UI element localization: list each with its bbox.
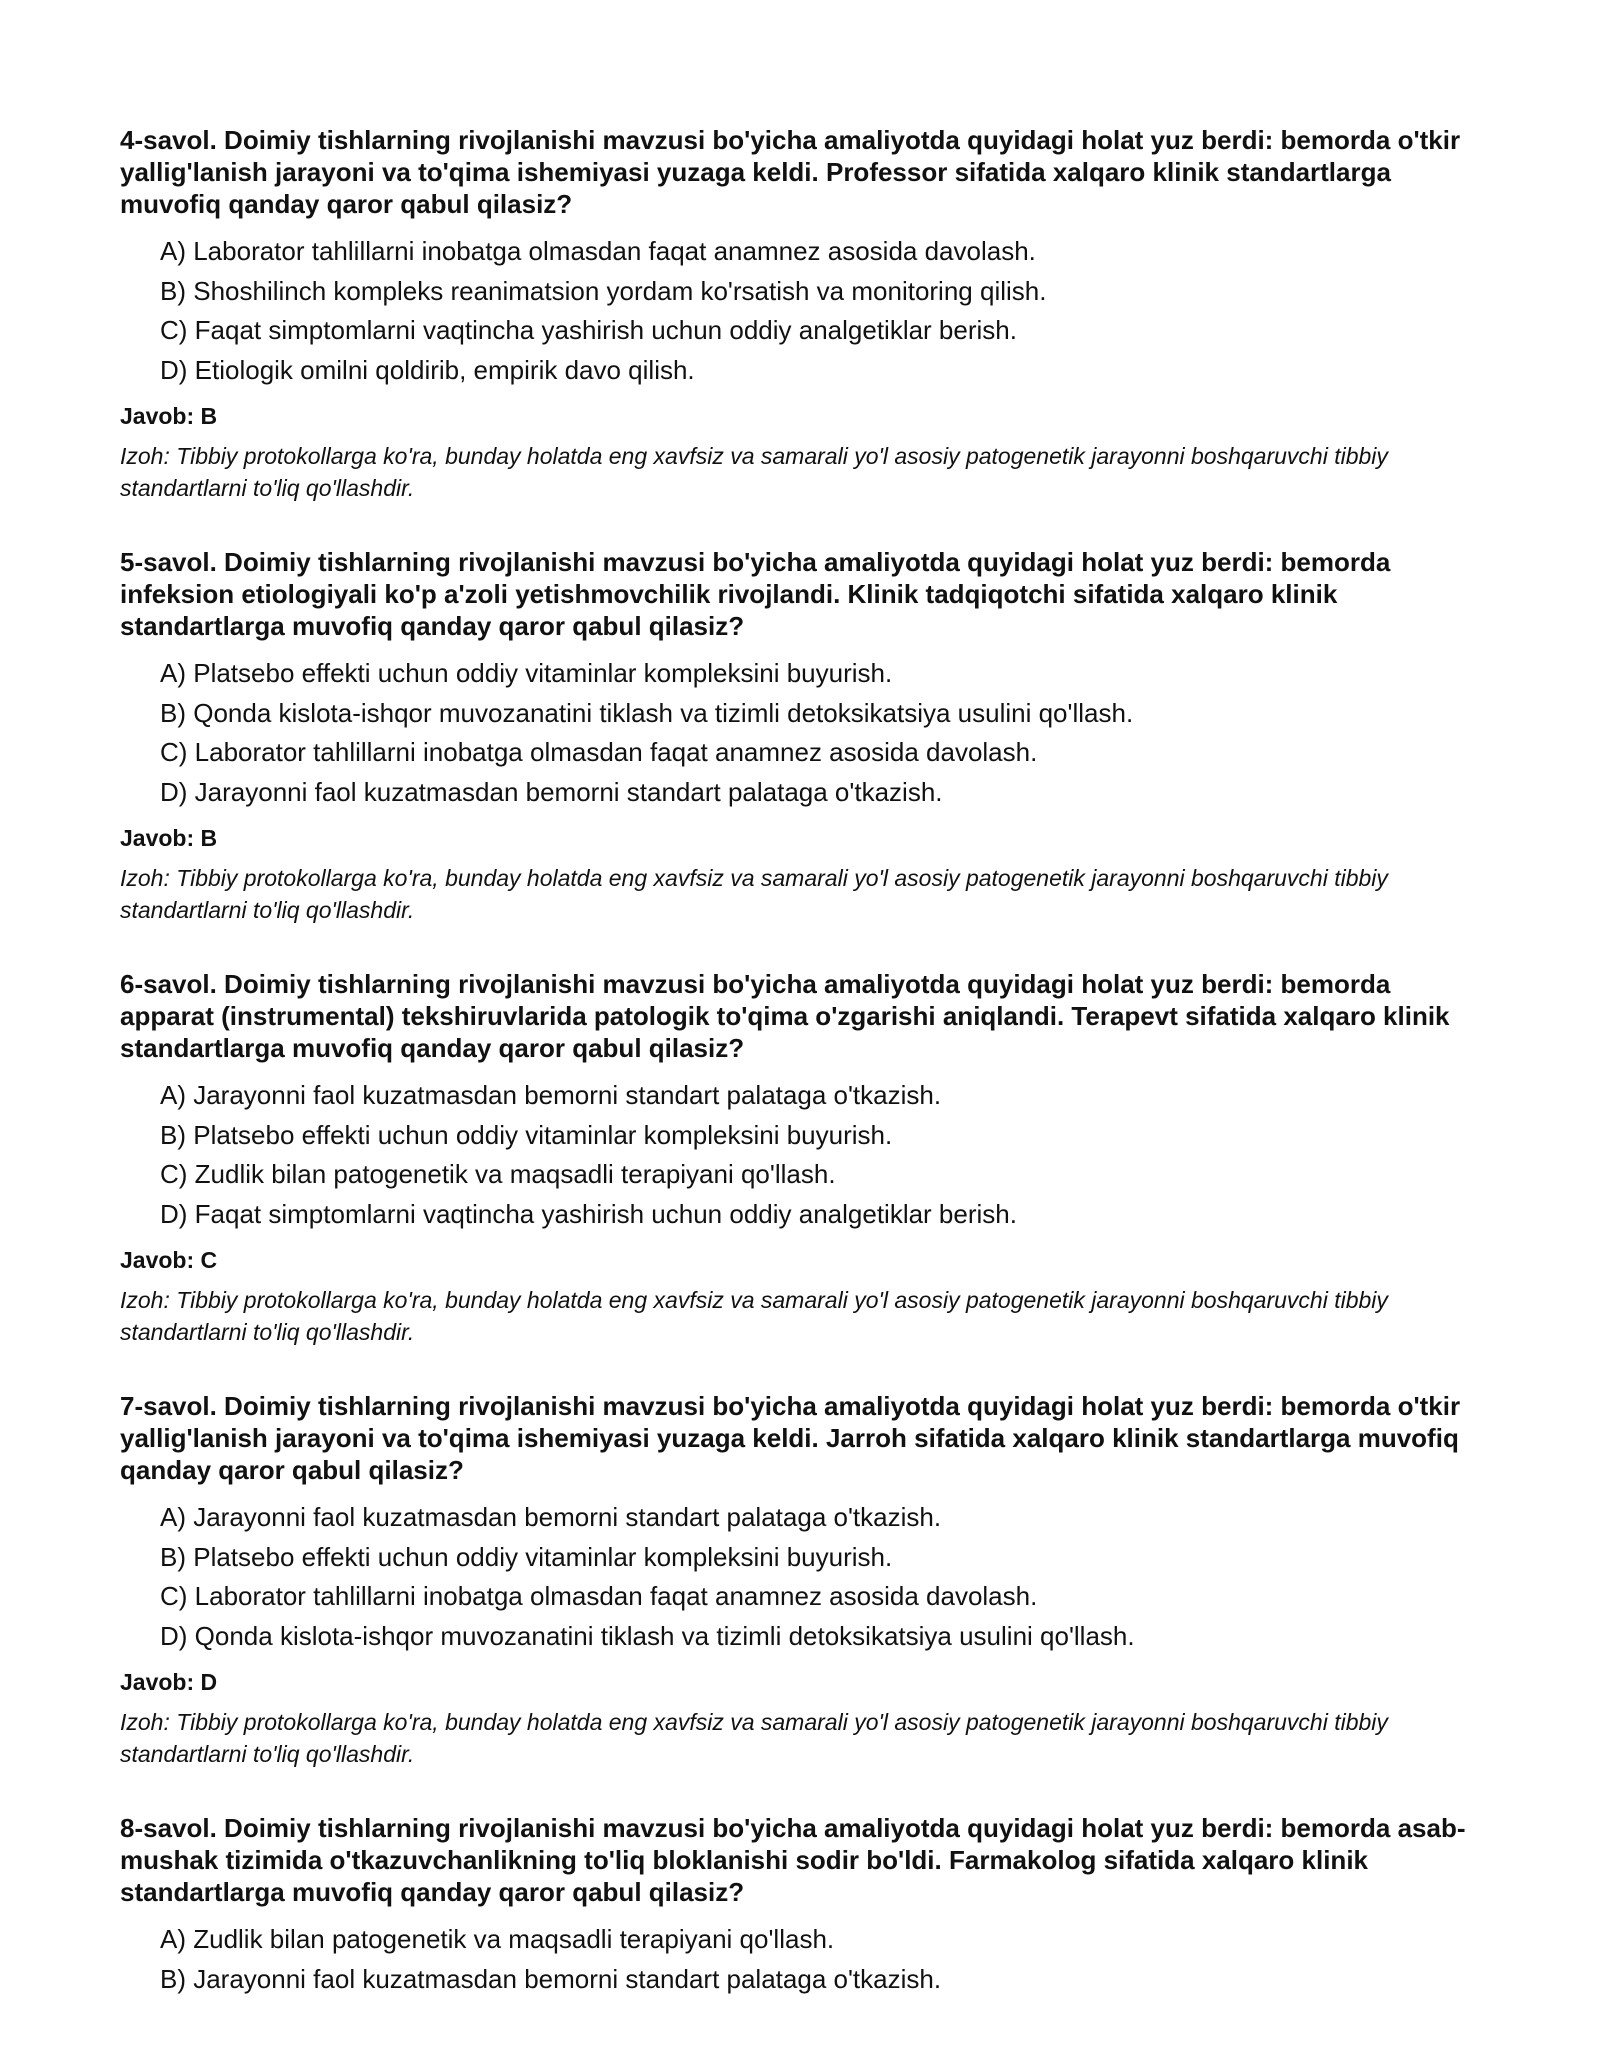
option-b: B) Qonda kislota-ishqor muvozanatini tiklash va tizimli detoksikatsiya usulini qo'llash. — [160, 697, 1134, 728]
question-block-5 — [120, 546, 1480, 926]
option-d: D) Qonda kislota-ishqor muvozanatini tiklash va tizimli detoksikatsiya usulini qo'llash. — [160, 1620, 1135, 1651]
question-text: 7-savol. Doimiy tishlarning rivojlanishi mavzusi bo'yicha amaliyotda quyidagi holat yuz berdi: bemorda o'tkir yallig'lanish jarayoni va to'qima ishemiyasi yuzaga keldi. Jarroh sifatida xalqaro klinik standartlarga muvofiq qanday qaror qabul qilasiz? — [120, 1391, 1461, 1485]
answer-label: Javob: C — [120, 1247, 218, 1273]
explanation-note: Izoh: Tibbiy protokollarga ko'ra, bunday holatda eng xavfsiz va samarali yo'l asosiy patogenetik jarayonni boshqaruvchi tibbiy standartlarni to'liq qo'llashdir. — [120, 865, 1388, 923]
question-text: 5-savol. Doimiy tishlarning rivojlanishi mavzusi bo'yicha amaliyotda quyidagi holat yuz berdi: bemorda infeksion etiologiyali ko'p a'zoli yetishmovchilik rivojlandi. Klinik tadqiqotchi sifatida xalqaro klinik standartlarga muvofiq qanday qaror qabul qilasiz? — [120, 547, 1391, 641]
answer-options — [120, 1920, 1480, 1999]
document-page — [120, 124, 1480, 2041]
answer-label: Javob: B — [120, 403, 218, 429]
option-a: A) Platsebo effekti uchun oddiy vitaminlar kompleksini buyurish. — [160, 658, 893, 688]
question-block-6 — [120, 968, 1480, 1348]
answer-label: Javob: D — [120, 1669, 218, 1695]
option-b: B) Jarayonni faol kuzatmasdan bemorni standart palataga o'tkazish. — [160, 1963, 942, 1994]
option-b: B) Platsebo effekti uchun oddiy vitaminlar kompleksini buyurish. — [160, 1119, 893, 1150]
option-c: C) Laborator tahlillarni inobatga olmasdan faqat anamnez asosida davolash. — [160, 1581, 1038, 1611]
question-text: 6-savol. Doimiy tishlarning rivojlanishi mavzusi bo'yicha amaliyotda quyidagi holat yuz berdi: bemorda apparat (instrumental) tekshiruvlarida patologik to'qima o'zgarishi aniqlandi. Terapevt sifatida xalqaro klinik standartlarga muvofiq qanday qaror qabul qilasiz? — [120, 969, 1450, 1063]
option-c: C) Faqat simptomlarni vaqtincha yashirish uchun oddiy analgetiklar berish. — [160, 315, 1017, 345]
option-b: B) Platsebo effekti uchun oddiy vitaminlar kompleksini buyurish. — [160, 1541, 893, 1572]
answer-options — [120, 232, 1480, 390]
explanation-note: Izoh: Tibbiy protokollarga ko'ra, bunday holatda eng xavfsiz va samarali yo'l asosiy patogenetik jarayonni boshqaruvchi tibbiy standartlarni to'liq qo'llashdir. — [120, 443, 1388, 501]
question-block-4 — [120, 124, 1480, 504]
question-block-7 — [120, 1390, 1480, 1770]
explanation-note: Izoh: Tibbiy protokollarga ko'ra, bunday holatda eng xavfsiz va samarali yo'l asosiy patogenetik jarayonni boshqaruvchi tibbiy standartlarni to'liq qo'llashdir. — [120, 1709, 1388, 1767]
option-a: A) Zudlik bilan patogenetik va maqsadli terapiyani qo'llash. — [160, 1924, 835, 1954]
option-a: A) Laborator tahlillarni inobatga olmasdan faqat anamnez asosida davolash. — [160, 236, 1036, 266]
option-b: B) Shoshilinch kompleks reanimatsion yordam ko'rsatish va monitoring qilish. — [160, 275, 1047, 306]
question-block-8 — [120, 1812, 1480, 1999]
question-text: 4-savol. Doimiy tishlarning rivojlanishi mavzusi bo'yicha amaliyotda quyidagi holat yuz berdi: bemorda o'tkir yallig'lanish jarayoni va to'qima ishemiyasi yuzaga keldi. Professor sifatida xalqaro klinik standartlarga muvofiq qanday qaror qabul qilasiz? — [120, 125, 1461, 219]
answer-options — [120, 654, 1480, 812]
answer-label: Javob: B — [120, 825, 218, 851]
option-c: C) Zudlik bilan patogenetik va maqsadli terapiyani qo'llash. — [160, 1159, 836, 1189]
explanation-note: Izoh: Tibbiy protokollarga ko'ra, bunday holatda eng xavfsiz va samarali yo'l asosiy patogenetik jarayonni boshqaruvchi tibbiy standartlarni to'liq qo'llashdir. — [120, 1287, 1388, 1345]
option-d: D) Jarayonni faol kuzatmasdan bemorni standart palataga o'tkazish. — [160, 776, 943, 807]
option-a: A) Jarayonni faol kuzatmasdan bemorni standart palataga o'tkazish. — [160, 1502, 942, 1532]
option-c: C) Laborator tahlillarni inobatga olmasdan faqat anamnez asosida davolash. — [160, 737, 1038, 767]
option-d: D) Etiologik omilni qoldirib, empirik davo qilish. — [160, 354, 695, 385]
option-d: D) Faqat simptomlarni vaqtincha yashirish uchun oddiy analgetiklar berish. — [160, 1198, 1017, 1229]
answer-options — [120, 1076, 1480, 1234]
question-text: 8-savol. Doimiy tishlarning rivojlanishi mavzusi bo'yicha amaliyotda quyidagi holat yuz berdi: bemorda asab-mushak tizimida o'tkazuvchanlikning to'liq bloklanishi sodir bo'ldi. Farmakolog sifatida xalqaro klinik standartlarga muvofiq qanday qaror qabul qilasiz? — [120, 1813, 1466, 1907]
option-a: A) Jarayonni faol kuzatmasdan bemorni standart palataga o'tkazish. — [160, 1080, 942, 1110]
answer-options — [120, 1498, 1480, 1656]
